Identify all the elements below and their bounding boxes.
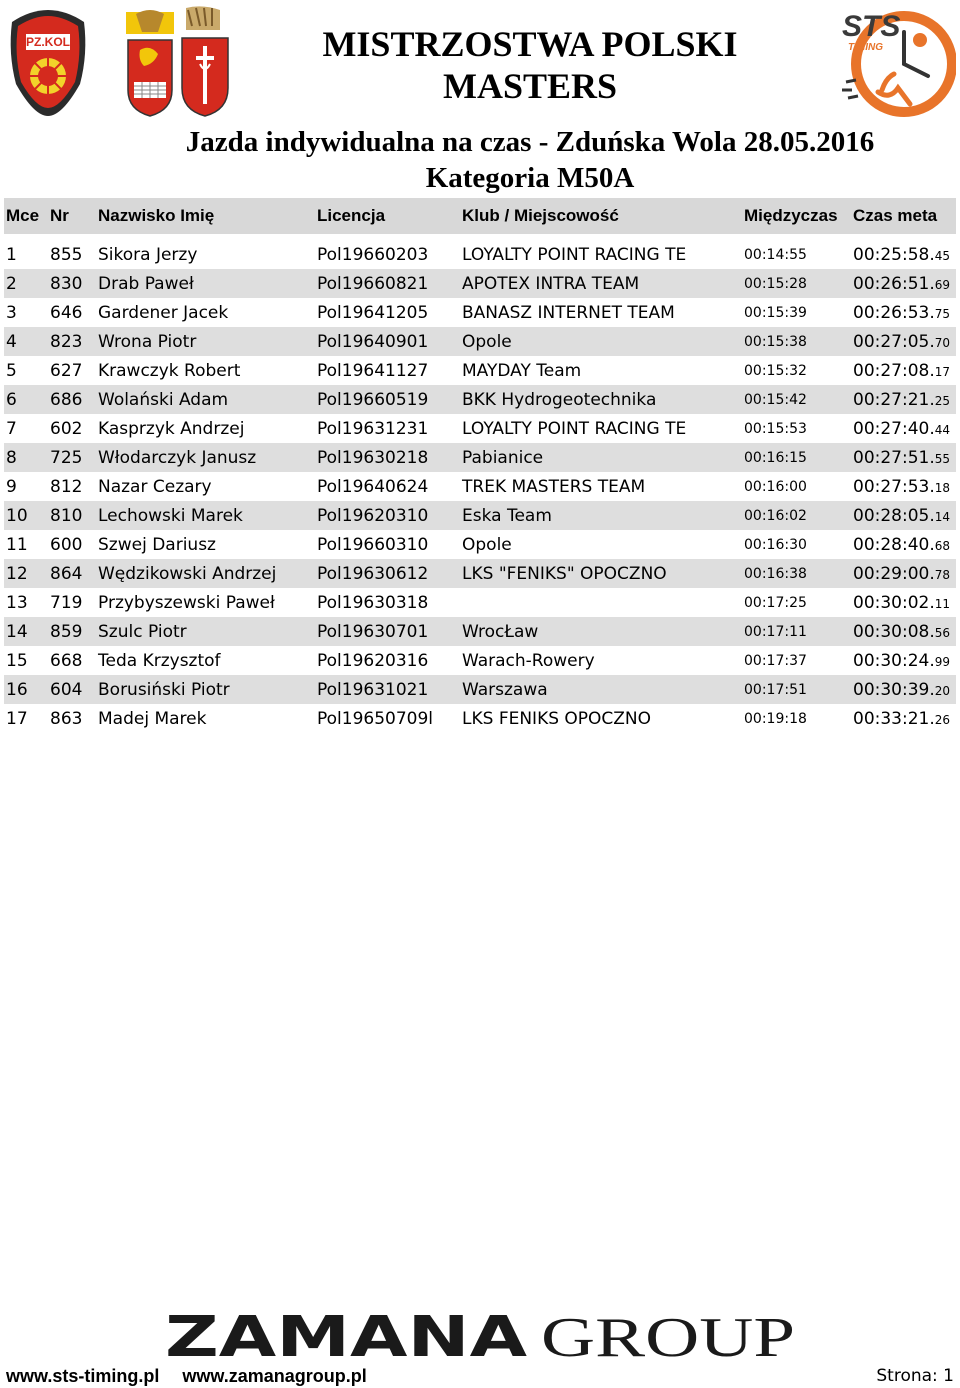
club-cell [460,588,742,617]
col-header-name: Nazwisko Imię [96,198,315,234]
bib-number-cell: 830 [48,269,96,298]
table-row [4,559,956,588]
club-cell: Warszawa [460,675,742,704]
club-cell: MAYDAY Team [460,356,742,385]
rider-name-cell: Gardener Jacek [96,298,315,327]
table-row [4,675,956,704]
col-header-finish-time: Czas meta [851,198,956,234]
table-row [4,327,956,356]
split-time-cell: 00:19:18 [742,704,851,733]
rider-name-cell: Szulc Piotr [96,617,315,646]
rider-name-cell: Wrona Piotr [96,327,315,356]
finish-time-hundredths: 44 [934,422,951,437]
finish-time-cell [851,443,956,472]
category-title: Kategoria M50A [425,162,635,194]
split-time-cell: 00:16:00 [742,472,851,501]
zamana-group-logo [165,1306,797,1362]
table-row [4,617,956,646]
split-time-cell: 00:14:55 [742,240,851,269]
finish-time-cell [851,385,956,414]
finish-time-hundredths: 26 [934,712,951,727]
license-cell: Pol19640624 [315,472,460,501]
finish-time-main: 00:27:53. [853,476,935,497]
finish-time-main: 00:30:39. [853,679,935,700]
county-coat-of-arms [126,10,174,116]
club-cell: Warach-Rowery [460,646,742,675]
place-cell: 8 [4,443,48,472]
club-cell: Opole [460,530,742,559]
bib-number-cell: 719 [48,588,96,617]
license-cell: Pol19641127 [315,356,460,385]
table-row [4,472,956,501]
club-cell: LKS FENIKS OPOCZNO [460,704,742,733]
finish-time-hundredths: 20 [934,683,951,698]
club-cell: APOTEX INTRA TEAM [460,269,742,298]
club-cell: Pabianice [460,443,742,472]
rider-name-cell: Borusiński Piotr [96,675,315,704]
finish-time-hundredths: 68 [934,538,951,553]
finish-time-hundredths: 69 [934,277,951,292]
license-cell: Pol19630218 [315,443,460,472]
finish-time-main: 00:33:21. [853,708,935,729]
bib-number-cell: 823 [48,327,96,356]
license-cell: Pol19660310 [315,530,460,559]
bib-number-cell: 627 [48,356,96,385]
finish-time-cell [851,675,956,704]
license-cell: Pol19660203 [315,240,460,269]
split-time-cell: 00:15:53 [742,414,851,443]
bib-number-cell: 604 [48,675,96,704]
finish-time-main: 00:28:05. [853,505,935,526]
license-cell: Pol19660821 [315,269,460,298]
finish-time-main: 00:27:08. [853,360,935,381]
finish-time-cell [851,414,956,443]
rider-name-cell: Przybyszewski Paweł [96,588,315,617]
place-cell: 2 [4,269,48,298]
table-row [4,530,956,559]
split-time-cell: 00:17:37 [742,646,851,675]
finish-time-hundredths: 78 [934,567,951,582]
place-cell: 7 [4,414,48,443]
license-cell: Pol19620316 [315,646,460,675]
finish-time-cell [851,704,956,733]
club-cell: LOYALTY POINT RACING TE [460,414,742,443]
finish-time-cell [851,617,956,646]
finish-time-hundredths: 75 [934,306,951,321]
rider-name-cell: Lechowski Marek [96,501,315,530]
table-row [4,385,956,414]
place-cell: 6 [4,385,48,414]
license-cell: Pol19650709l [315,704,460,733]
bib-number-cell: 668 [48,646,96,675]
sts-timing-link[interactable]: www.sts-timing.pl [6,1366,160,1386]
finish-time-cell [851,501,956,530]
rider-name-cell: Wolański Adam [96,385,315,414]
finish-time-cell [851,269,956,298]
finish-time-main: 00:27:05. [853,331,935,352]
table-row [4,588,956,617]
finish-time-cell [851,646,956,675]
split-time-cell: 00:16:30 [742,530,851,559]
finish-time-main: 00:28:40. [853,534,935,555]
rider-name-cell: Nazar Cezary [96,472,315,501]
split-time-cell: 00:15:42 [742,385,851,414]
rider-name-cell: Krawczyk Robert [96,356,315,385]
license-cell: Pol19631231 [315,414,460,443]
split-time-cell: 00:17:11 [742,617,851,646]
table-row [4,269,956,298]
place-cell: 1 [4,240,48,269]
bib-number-cell: 602 [48,414,96,443]
bib-number-cell: 863 [48,704,96,733]
rider-name-cell: Drab Paweł [96,269,315,298]
rider-name-cell: Szwej Dariusz [96,530,315,559]
club-cell: Eska Team [460,501,742,530]
license-cell: Pol19631021 [315,675,460,704]
place-cell: 5 [4,356,48,385]
license-cell: Pol19641205 [315,298,460,327]
table-row [4,298,956,327]
finish-time-main: 00:27:51. [853,447,935,468]
event-title: MISTRZOSTWA POLSKI [322,24,738,64]
finish-time-cell [851,327,956,356]
bib-number-cell: 646 [48,298,96,327]
rider-name-cell: Sikora Jerzy [96,240,315,269]
finish-time-hundredths: 70 [934,335,951,350]
rider-name-cell: Włodarczyk Janusz [96,443,315,472]
table-row [4,501,956,530]
table-row [4,356,956,385]
club-cell: BKK Hydrogeotechnika [460,385,742,414]
zamana-group-link[interactable]: www.zamanagroup.pl [182,1366,367,1386]
bib-number-cell: 810 [48,501,96,530]
place-cell: 11 [4,530,48,559]
finish-time-cell [851,559,956,588]
col-header-split: Międzyczas [742,198,851,234]
footer-links [6,1366,385,1387]
event-title-line2: MASTERS [442,66,618,106]
finish-time-hundredths: 55 [934,451,951,466]
license-cell: Pol19630701 [315,617,460,646]
rider-name-cell: Madej Marek [96,704,315,733]
col-header-club: Klub / Miejscowość [460,198,742,234]
place-cell: 4 [4,327,48,356]
finish-time-cell [851,240,956,269]
svg-text:TIMING: TIMING [848,42,883,53]
place-cell: 17 [4,704,48,733]
finish-time-hundredths: 11 [934,596,951,611]
finish-time-hundredths: 25 [934,393,951,408]
table-row [4,414,956,443]
split-time-cell: 00:15:32 [742,356,851,385]
split-time-cell: 00:16:38 [742,559,851,588]
finish-time-main: 00:25:58. [853,244,935,265]
split-time-cell: 00:17:51 [742,675,851,704]
place-cell: 13 [4,588,48,617]
race-subtitle: Jazda indywidualna na czas - Zduńska Wola 28.05.2016 [185,126,875,158]
license-cell: Pol19630612 [315,559,460,588]
place-cell: 16 [4,675,48,704]
finish-time-main: 00:27:21. [853,389,935,410]
finish-time-cell [851,588,956,617]
place-cell: 12 [4,559,48,588]
col-header-license: Licencja [315,198,460,234]
split-time-cell: 00:16:02 [742,501,851,530]
bib-number-cell: 855 [48,240,96,269]
table-row [4,240,956,269]
place-cell: 10 [4,501,48,530]
finish-time-hundredths: 17 [934,364,951,379]
license-cell: Pol19620310 [315,501,460,530]
split-time-cell: 00:15:39 [742,298,851,327]
finish-time-hundredths: 99 [934,654,951,669]
finish-time-main: 00:27:40. [853,418,935,439]
finish-time-main: 00:26:53. [853,302,935,323]
license-cell: Pol19660519 [315,385,460,414]
svg-text:PZ.KOL: PZ.KOL [26,35,70,49]
club-cell: LKS "FENIKS" OPOCZNO [460,559,742,588]
place-cell: 14 [4,617,48,646]
finish-time-main: 00:29:00. [853,563,935,584]
place-cell: 9 [4,472,48,501]
license-cell: Pol19640901 [315,327,460,356]
split-time-cell: 00:15:38 [742,327,851,356]
finish-time-main: 00:30:08. [853,621,935,642]
table-row [4,646,956,675]
pzkol-logo [11,10,86,116]
bib-number-cell: 725 [48,443,96,472]
finish-time-cell [851,298,956,327]
finish-time-cell [851,472,956,501]
split-time-cell: 00:17:25 [742,588,851,617]
results-table [4,198,956,733]
bib-number-cell: 686 [48,385,96,414]
place-cell: 3 [4,298,48,327]
place-cell: 15 [4,646,48,675]
club-cell: BANASZ INTERNET TEAM [460,298,742,327]
results-body [4,234,956,733]
license-cell: Pol19630318 [315,588,460,617]
finish-time-hundredths: 14 [934,509,951,524]
col-header-place: Mce [4,198,48,234]
bib-number-cell: 864 [48,559,96,588]
finish-time-main: 00:26:51. [853,273,935,294]
page-number: Strona: 1 [876,1366,954,1386]
club-cell: WrocŁaw [460,617,742,646]
finish-time-hundredths: 45 [934,248,951,263]
svg-text:ZAMANA: ZAMANA [165,1306,528,1362]
club-cell: Opole [460,327,742,356]
finish-time-cell [851,356,956,385]
table-header-row [4,198,956,234]
rider-name-cell: Kasprzyk Andrzej [96,414,315,443]
col-header-number: Nr [48,198,96,234]
club-cell: TREK MASTERS TEAM [460,472,742,501]
finish-time-main: 00:30:02. [853,592,935,613]
club-cell: LOYALTY POINT RACING TE [460,240,742,269]
bib-number-cell: 600 [48,530,96,559]
finish-time-main: 00:30:24. [853,650,935,671]
split-time-cell: 00:16:15 [742,443,851,472]
rider-name-cell: Teda Krzysztof [96,646,315,675]
finish-time-hundredths: 56 [934,625,951,640]
table-row [4,704,956,733]
svg-text:GROUP: GROUP [541,1307,795,1362]
finish-time-hundredths: 18 [934,480,951,495]
finish-time-cell [851,530,956,559]
table-row [4,443,956,472]
rider-name-cell: Wędzikowski Andrzej [96,559,315,588]
bib-number-cell: 812 [48,472,96,501]
svg-text:STS: STS [842,10,901,43]
split-time-cell: 00:15:28 [742,269,851,298]
bib-number-cell: 859 [48,617,96,646]
